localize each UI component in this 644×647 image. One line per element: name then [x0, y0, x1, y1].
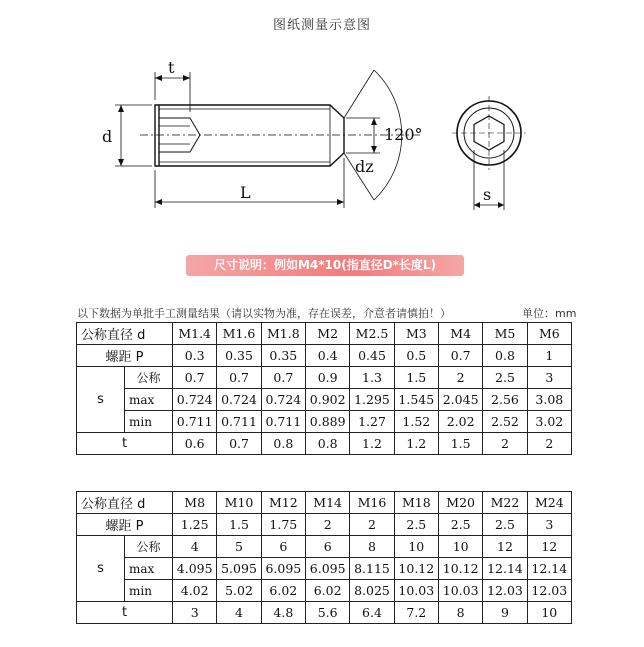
size-cell: M12: [261, 492, 305, 514]
value-cell: 9: [483, 602, 527, 624]
value-cell: 0.45: [350, 345, 394, 367]
size-cell: M4: [438, 323, 482, 345]
table-row-size: [77, 492, 572, 514]
value-cell: 0.7: [217, 367, 261, 389]
table-row-s-min: [77, 411, 572, 433]
min-label: min: [125, 411, 173, 433]
value-cell: 0.7: [217, 433, 261, 455]
value-cell: 4: [173, 536, 217, 558]
value-cell: 12.14: [527, 558, 571, 580]
value-cell: 12.03: [527, 580, 571, 602]
value-cell: 2: [527, 433, 571, 455]
value-cell: 10: [527, 602, 571, 624]
s-label: s: [77, 367, 125, 433]
value-cell: 2.56: [483, 389, 527, 411]
value-cell: 2.5: [438, 514, 482, 536]
max-label: max: [125, 558, 173, 580]
size-explanation-banner: 尺寸说明：例如M4*10(指直径D*长度L): [186, 255, 464, 276]
set-screw-diagram: [0, 40, 644, 220]
value-cell: 2.5: [483, 367, 527, 389]
label-d: d: [102, 127, 113, 146]
value-cell: 1.25: [173, 514, 217, 536]
value-cell: 0.889: [306, 411, 350, 433]
value-cell: 1.5: [394, 367, 438, 389]
size-cell: M2: [306, 323, 350, 345]
value-cell: 0.8: [306, 433, 350, 455]
value-cell: 0.9: [306, 367, 350, 389]
value-cell: 1.2: [394, 433, 438, 455]
table-row-s-max: [77, 558, 572, 580]
value-cell: 6.4: [350, 602, 394, 624]
min-label: min: [125, 580, 173, 602]
value-cell: 3: [173, 602, 217, 624]
label-dz: dz: [355, 157, 374, 176]
value-cell: 12: [483, 536, 527, 558]
size-cell: M1.4: [173, 323, 217, 345]
value-cell: 1.3: [350, 367, 394, 389]
value-cell: 10.03: [394, 580, 438, 602]
header-cell: 公称直径 d: [77, 323, 173, 345]
size-cell: M1.8: [261, 323, 305, 345]
value-cell: 0.711: [261, 411, 305, 433]
value-cell: 1.5: [438, 433, 482, 455]
value-cell: 2: [483, 433, 527, 455]
value-cell: 2.02: [438, 411, 482, 433]
value-cell: 0.35: [261, 345, 305, 367]
pitch-label: 螺距 P: [77, 514, 173, 536]
max-label: max: [125, 389, 173, 411]
value-cell: 3: [527, 514, 571, 536]
unit-label: 单位：mm: [522, 307, 577, 320]
value-cell: 10: [438, 536, 482, 558]
value-cell: 6.095: [261, 558, 305, 580]
value-cell: 0.8: [261, 433, 305, 455]
size-cell: M18: [394, 492, 438, 514]
value-cell: 2.5: [394, 514, 438, 536]
header-cell: 公称直径 d: [77, 492, 173, 514]
value-cell: 4: [217, 602, 261, 624]
table-row-s-min: [77, 580, 572, 602]
value-cell: 2: [350, 514, 394, 536]
label-L: L: [240, 183, 251, 202]
size-cell: M20: [438, 492, 482, 514]
value-cell: 1.545: [394, 389, 438, 411]
s-label: s: [77, 536, 125, 602]
value-cell: 10.12: [438, 558, 482, 580]
value-cell: 2: [438, 367, 482, 389]
value-cell: 12.14: [483, 558, 527, 580]
value-cell: 1.75: [261, 514, 305, 536]
label-s: s: [483, 185, 492, 204]
value-cell: 0.724: [217, 389, 261, 411]
pitch-label: 螺距 P: [77, 345, 173, 367]
t-label: t: [77, 433, 173, 455]
value-cell: 1.5: [217, 514, 261, 536]
value-cell: 2.045: [438, 389, 482, 411]
value-cell: 2.52: [483, 411, 527, 433]
value-cell: 0.5: [394, 345, 438, 367]
table-row-s-nominal: [77, 536, 572, 558]
value-cell: 0.711: [173, 411, 217, 433]
value-cell: 6: [306, 536, 350, 558]
value-cell: 1.295: [350, 389, 394, 411]
value-cell: 8.115: [350, 558, 394, 580]
value-cell: 1.52: [394, 411, 438, 433]
value-cell: 12.03: [483, 580, 527, 602]
value-cell: 5.095: [217, 558, 261, 580]
value-cell: 0.8: [483, 345, 527, 367]
size-cell: M22: [483, 492, 527, 514]
value-cell: 8: [438, 602, 482, 624]
value-cell: 0.6: [173, 433, 217, 455]
value-cell: 7.2: [394, 602, 438, 624]
value-cell: 10: [394, 536, 438, 558]
table-row-pitch: [77, 514, 572, 536]
value-cell: 1.27: [350, 411, 394, 433]
value-cell: 2.5: [483, 514, 527, 536]
value-cell: 12: [527, 536, 571, 558]
value-cell: 0.3: [173, 345, 217, 367]
value-cell: 4.02: [173, 580, 217, 602]
size-cell: M10: [217, 492, 261, 514]
value-cell: 6.02: [306, 580, 350, 602]
value-cell: 3: [527, 367, 571, 389]
value-cell: 0.7: [438, 345, 482, 367]
size-cell: M1.6: [217, 323, 261, 345]
value-cell: 6: [261, 536, 305, 558]
size-cell: M2.5: [350, 323, 394, 345]
value-cell: 5.6: [306, 602, 350, 624]
value-cell: 6.02: [261, 580, 305, 602]
value-cell: 6.095: [306, 558, 350, 580]
value-cell: 4.095: [173, 558, 217, 580]
size-cell: M14: [306, 492, 350, 514]
size-cell: M16: [350, 492, 394, 514]
value-cell: 10.03: [438, 580, 482, 602]
value-cell: 4.8: [261, 602, 305, 624]
value-cell: 0.711: [217, 411, 261, 433]
value-cell: 0.902: [306, 389, 350, 411]
value-cell: 10.12: [394, 558, 438, 580]
value-cell: 2: [306, 514, 350, 536]
spec-table-large: [76, 491, 572, 624]
table-row-t: [77, 602, 572, 624]
value-cell: 0.7: [173, 367, 217, 389]
nominal-label: 公称: [125, 367, 173, 389]
size-cell: M6: [527, 323, 571, 345]
size-cell: M8: [173, 492, 217, 514]
value-cell: 0.724: [173, 389, 217, 411]
table-row-t: [77, 433, 572, 455]
size-cell: M5: [483, 323, 527, 345]
value-cell: 3.02: [527, 411, 571, 433]
value-cell: 1: [527, 345, 571, 367]
t-label: t: [77, 602, 173, 624]
label-t: t: [168, 58, 175, 77]
value-cell: 5: [217, 536, 261, 558]
table-row-s-max: [77, 389, 572, 411]
table-row-s-nominal: [77, 367, 572, 389]
value-cell: 5.02: [217, 580, 261, 602]
size-cell: M3: [394, 323, 438, 345]
value-cell: 8: [350, 536, 394, 558]
size-cell: M24: [527, 492, 571, 514]
spec-table-small: [76, 322, 572, 455]
measurement-note: 以下数据为单批手工测量结果（请以实物为准，存在误差，介意者请慎拍！）: [77, 307, 451, 320]
value-cell: 0.724: [261, 389, 305, 411]
page-title: 图纸测量示意图: [272, 18, 371, 33]
screw-body: [155, 105, 344, 166]
value-cell: 0.4: [306, 345, 350, 367]
table-row-pitch: [77, 345, 572, 367]
table-row-size: [77, 323, 572, 345]
value-cell: 0.35: [217, 345, 261, 367]
value-cell: 8.025: [350, 580, 394, 602]
label-angle: 120°: [384, 125, 423, 144]
nominal-label: 公称: [125, 536, 173, 558]
value-cell: 0.7: [261, 367, 305, 389]
value-cell: 1.2: [350, 433, 394, 455]
value-cell: 3.08: [527, 389, 571, 411]
